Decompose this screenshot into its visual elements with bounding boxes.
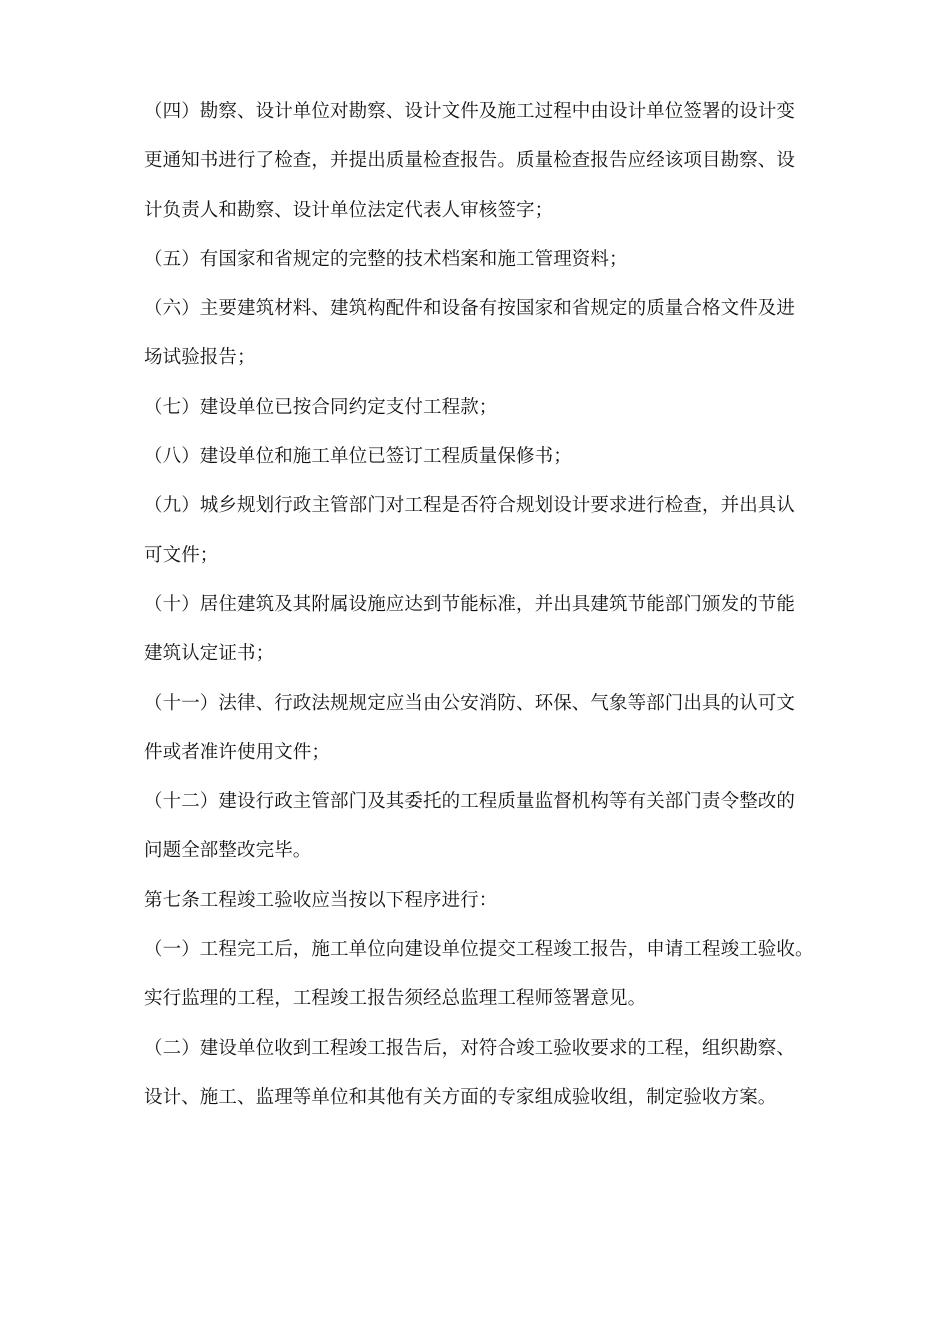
text-line: （四）勘察、设计单位对勘察、设计文件及施工过程中由设计单位签署的设计变 [144, 101, 796, 122]
text-line: （一）工程完工后，施工单位向建设单位提交工程竣工报告，申请工程竣工验收。 [144, 939, 814, 961]
text-line: 可文件； [144, 544, 219, 566]
text-line: 问题全部整改完毕。 [144, 840, 312, 862]
text-line: （八）建设单位和施工单位已签订工程质量保修书； [144, 446, 572, 468]
text-line: 建筑认定证书； [144, 643, 275, 665]
text-line: （七）建设单位已按合同约定支付工程款； [144, 396, 498, 418]
text-line: 实行监理的工程，工程竣工报告须经总监理工程师签署意见。 [144, 988, 647, 1010]
text-line: 第七条工程竣工验收应当按以下程序进行： [144, 889, 498, 911]
document-body [144, 96, 816, 1131]
text-line: 场试验报告； [144, 347, 256, 369]
text-line: （十二）建设行政主管部门及其委托的工程质量监督机构等有关部门责令整改的 [144, 791, 796, 813]
text-line: 更通知书进行了检查，并提出质量检查报告。质量检查报告应经该项目勘察、设 [144, 150, 796, 172]
text-line: 设计、施工、监理等单位和其他有关方面的专家组成验收组，制定验收方案。 [144, 1086, 777, 1108]
text-line: （十）居住建筑及其附属设施应达到节能标准，并出具建筑节能部门颁发的节能 [144, 593, 796, 615]
text-line: 件或者准许使用文件； [144, 741, 331, 763]
text-line: （二）建设单位收到工程竣工报告后，对符合竣工验收要求的工程，组织勘察、 [144, 1037, 796, 1059]
text-line: （九）城乡规划行政主管部门对工程是否符合规划设计要求进行检查，并出具认 [144, 495, 796, 517]
text-line: 计负责人和勘察、设计单位法定代表人审核签字； [144, 199, 554, 221]
text-line: （十一）法律、行政法规规定应当由公安消防、环保、气象等部门出具的认可文 [144, 692, 796, 714]
text-line: （六）主要建筑材料、建筑构配件和设备有按国家和省规定的质量合格文件及进 [144, 298, 796, 320]
text-line: （五）有国家和省规定的完整的技术档案和施工管理资料； [144, 248, 628, 270]
